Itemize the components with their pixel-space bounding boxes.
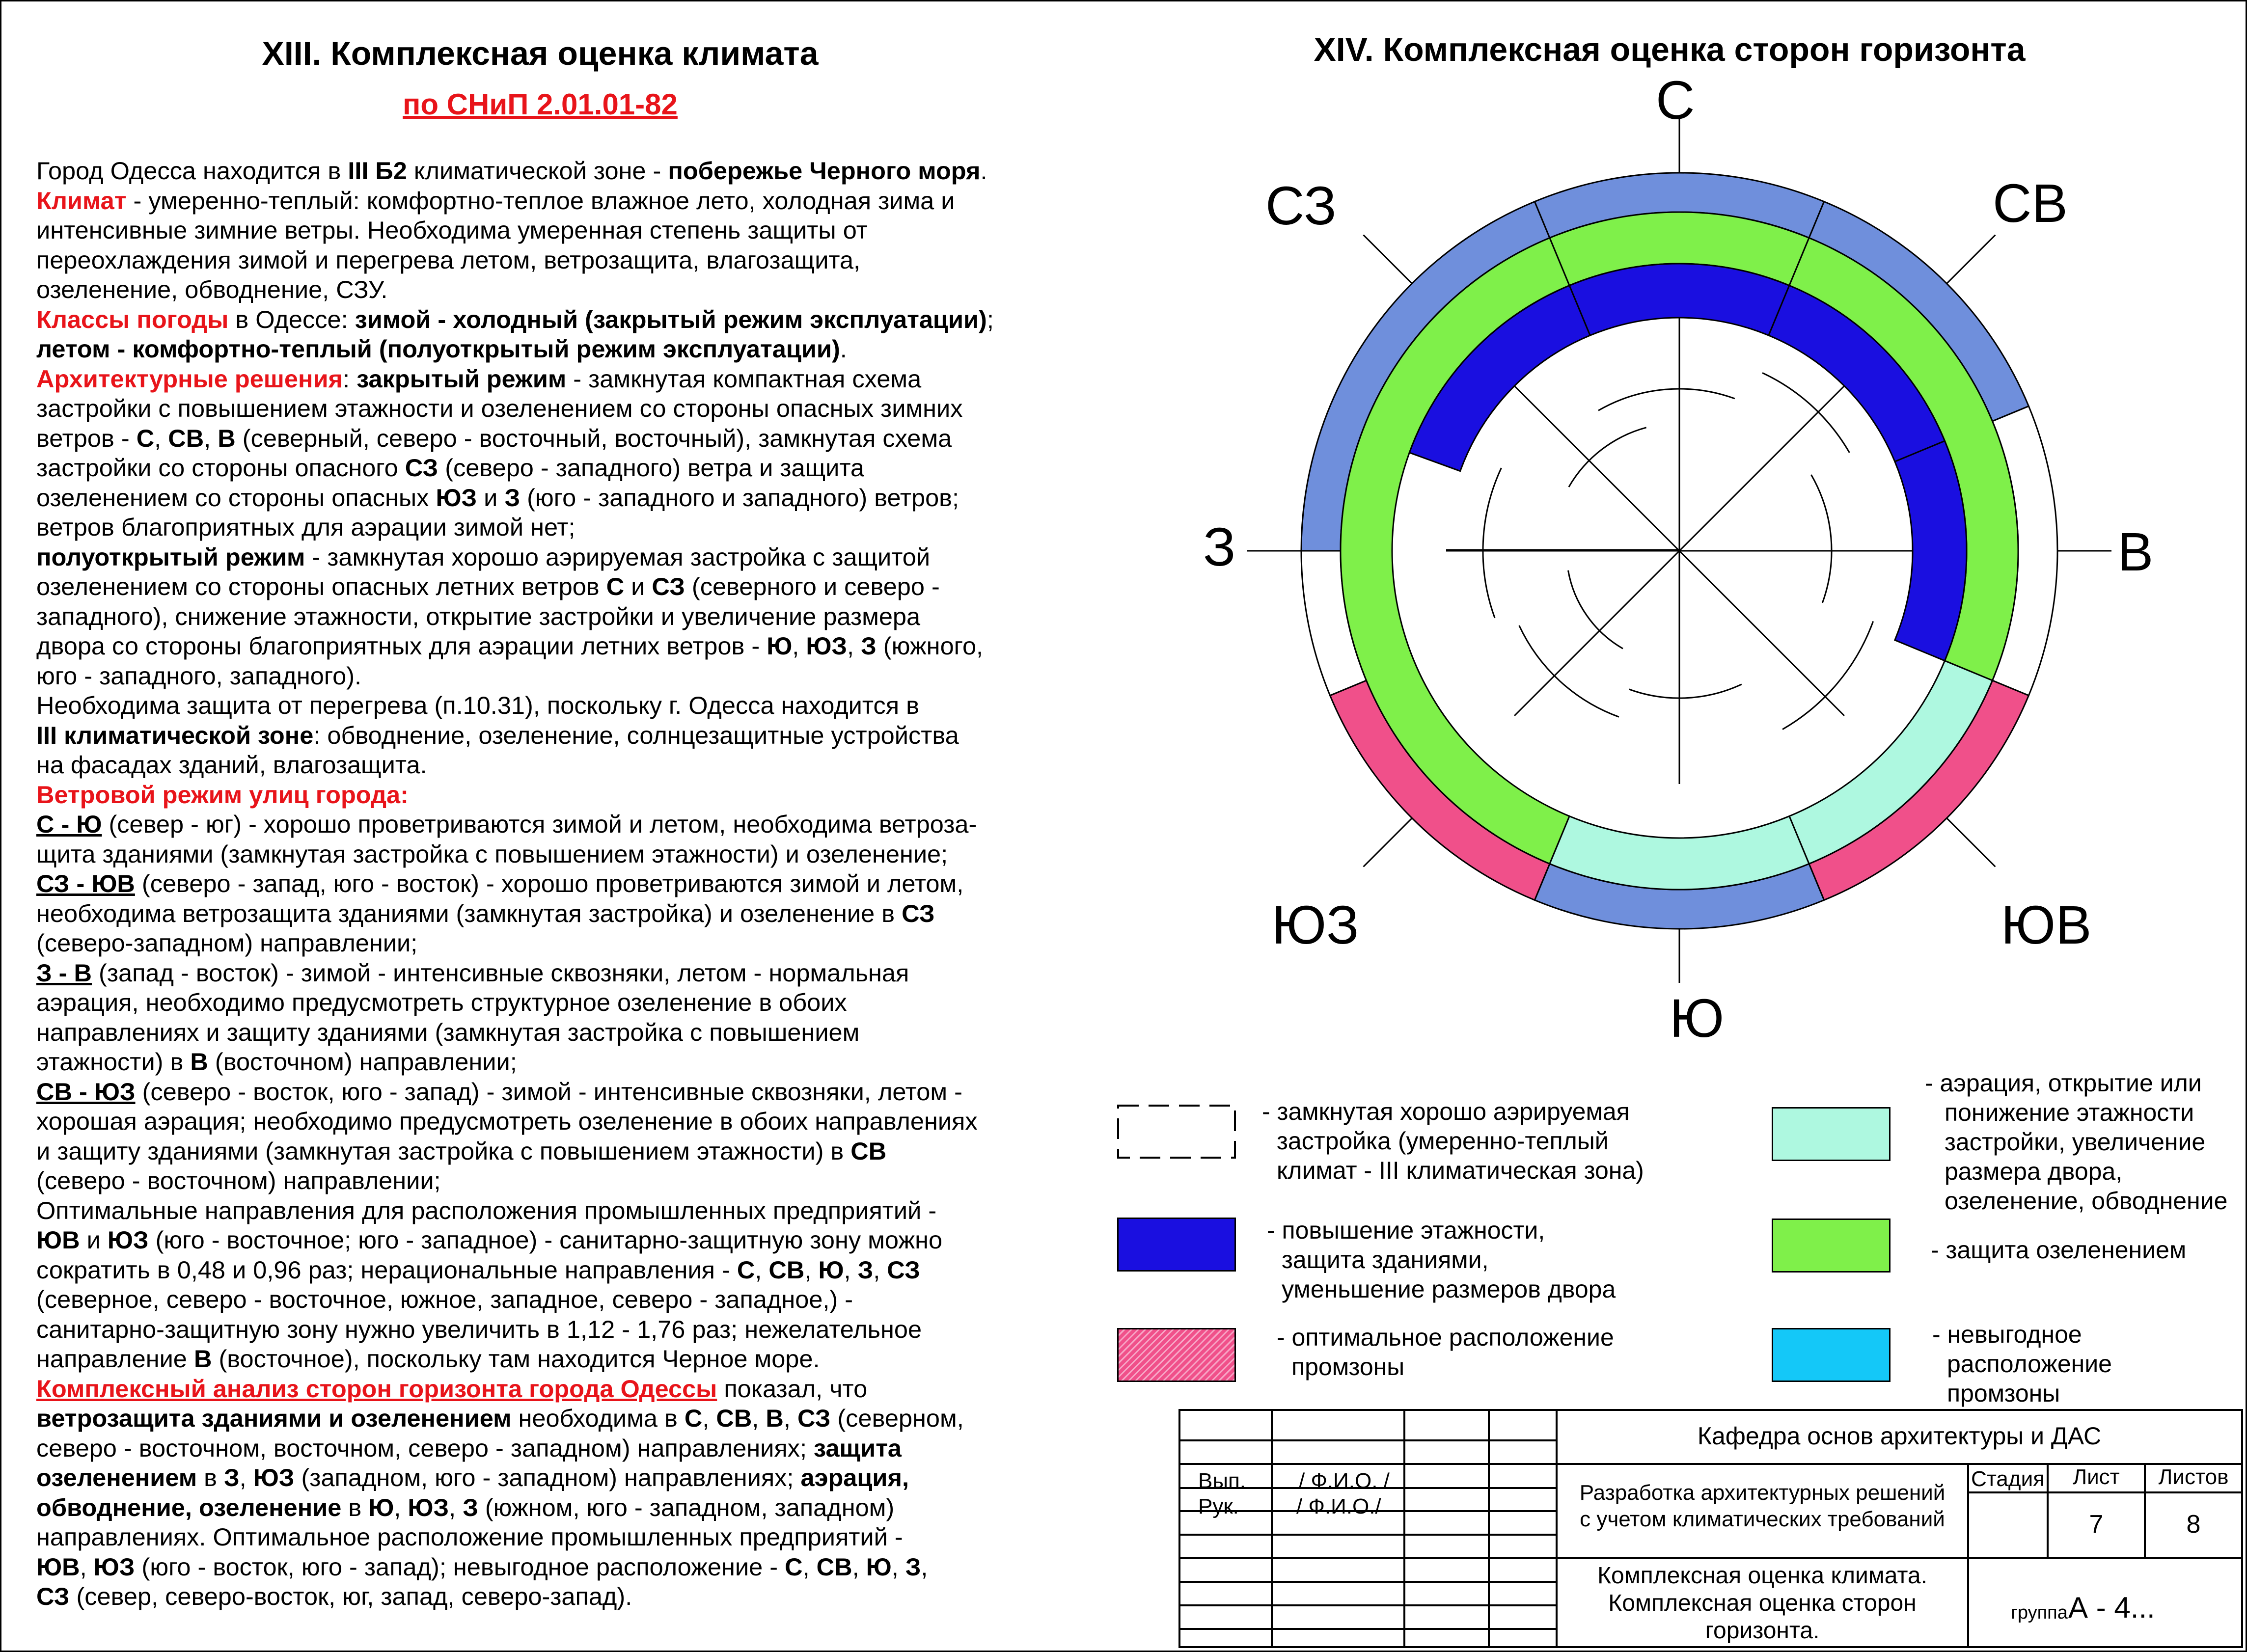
stamp-sheets-number: 8 bbox=[2186, 1510, 2201, 1539]
legend-label-aeration: - аэрация, открытие или понижение этажности застройки, увеличение размера двора, озеленение, обводнение bbox=[1925, 1069, 2228, 1215]
legend-label-unfavorable-industry: - невыгодное расположение промзоны bbox=[1932, 1321, 2112, 1407]
climate-section-title: XIII. Комплексная оценка климата bbox=[262, 35, 819, 72]
climate-description-text: Город Одесса находится в III Б2 климатической зоне - побережье Черного моря. Климат - умеренно-теплый: комфортно-теплое влажное лето, холодная зима и интенсивные зимние ветры. Необходима умеренная степень защиты от переохлаждения зимой и перегрева летом, ветрозащита, влагозащита, озеленение, обводнение, СЗУ. Классы погоды в Одессе: зимой - холодный (закрытый режим эксплуатации); летом - комфортно-теплый (полуоткрытый режим эксплуатации). Архитектурные решения: закрытый режим - замкнутая компактная схема застройки с повышением этажности и озеленением со стороны опасных зимних ветров - С, СВ, В (северный, северо - восточный, восточный), замкнутая схема застройки со стороны опасного СЗ (северо - западного) ветра и защита озеленением со стороны опасных ЮЗ и З (юго - западного и западного) ветров; ветров благоприятных для аэрации зимой нет; полуоткрытый режим - замкнутая хорошо аэрируемая застройка с защитой озеленением со стороны опасных летних ветров С и СЗ (северного и северо - западного), снижение этажности, открытие застройки и увеличение размера двора со стороны благоприятных для аэрации летних ветров - Ю, ЮЗ, З (южного, юго - западного, западного). Необходима защита от перегрева (п.10.31), поскольку г. Одесса находится в III климатической зоне: обводнение, озеленение, солнцезащитные устройства на фасадах зданий, влагозащита. Ветровой режим улиц города: С - Ю (север - юг) - хорошо проветриваются зимой и летом, необходима ветроза- щита зданиями (замкнутая застройка с повышением этажности) и озеленение; СЗ - ЮВ (северо - запад, юго - восток) - хорошо проветриваются зимой и летом, необходима ветрозащита зданиями (замкнутая застройка) и озеленение в СЗ (северо-западном) направлении; З - В (запад - восток) - зимой - интенсивные сквозняки, летом - нормальная аэрация, необходимо предусмотреть структурное озеленение в обоих направлениях и защиту зданиями (замкнутая застройка с повышением этажности) в В (восточном) направлении; СВ - ЮЗ (северо - восток, юго - запад) - зимой - интенсивные сквозняки, летом - хорошая аэрация; необходимо предусмотреть озеленение в обоих направлениях и защиту зданиями (замкнутая застройка с повышением этажности) в СВ (северо - восточном) направлении; Оптимальные направления для расположения промышленных предприятий - ЮВ и ЮЗ (юго - восточное; юго - западное) - санитарно-защитную зону можно сократить в 0,48 и 0,96 раз; нерациональные направления - С, СВ, Ю, З, СЗ (северное, северо - восточное, южное, западное, северо - западное,) - санитарно-защитную зону нужно увеличить в 1,12 - 1,76 раз; нежелательное направление В (восточное), поскольку там находится Черное море. Комплексный анализ сторон горизонта города Одессы показал, что ветрозащита зданиями и озеленением необходима в С, СВ, В, СЗ (северном, северо - восточном, восточном, северо - западном) направлениях; защита озеленением в З, ЮЗ (западном, юго - западном) направлениях; аэрация, обводнение, озеленение в Ю, ЮЗ, З (южном, юго - западном, западном) направлениях. Оптимальное расположение промышленных предприятий - ЮВ, ЮЗ (юго - восток, юго - запад); невыгодное расположение - С, СВ, Ю, З, СЗ (север, северо-восток, юг, запад, северо-запад). bbox=[36, 157, 994, 1610]
legend-swatch-optimal-industry bbox=[1117, 1328, 1236, 1382]
stamp-stage-header: Стадия bbox=[1971, 1467, 2045, 1491]
stamp-project-name: Разработка архитектурных решений с учетом климатических требований bbox=[1579, 1481, 1946, 1531]
stamp-group-value: А - 4... bbox=[2068, 1591, 2155, 1624]
rose-arc-7 bbox=[1519, 625, 1619, 717]
horizon-section-title: XIV. Комплексная оценка сторон горизонта bbox=[1314, 31, 2026, 68]
direction-label-e: В bbox=[2117, 522, 2154, 582]
rose-arc-2 bbox=[1598, 389, 1735, 410]
rose-arc-8 bbox=[1483, 468, 1501, 618]
direction-label-n: С bbox=[1656, 70, 1695, 131]
climate-section-subtitle: по СНиП 2.01.01-82 bbox=[403, 88, 678, 121]
direction-label-ne: СВ bbox=[1993, 173, 2068, 234]
direction-label-s: Ю bbox=[1670, 988, 1725, 1049]
legend-swatch-aeration bbox=[1772, 1107, 1891, 1161]
rose-spoke-5 bbox=[1514, 551, 1679, 716]
rose-tick-1 bbox=[1946, 235, 1995, 284]
stamp-sheet-number: 7 bbox=[2089, 1510, 2104, 1539]
rose-spoke-3 bbox=[1679, 551, 1844, 716]
legend-label-greenery: - защита озеленением bbox=[1931, 1236, 2187, 1264]
stamp-drawing-title: Комплексная оценка климата. Комплексная оценка сторон горизонта. bbox=[1597, 1563, 1927, 1644]
legend-swatch-closed-building bbox=[1117, 1105, 1236, 1159]
stamp-fio-1: / Ф.И.О. / bbox=[1299, 1469, 1390, 1493]
stamp-label-ruk: Рук. bbox=[1198, 1494, 1239, 1518]
stamp-fio-2: / Ф.И.О./ bbox=[1296, 1494, 1381, 1518]
legend-swatch-unfavorable-industry bbox=[1772, 1328, 1891, 1382]
legend-label-height-increase: - повышение этажности, защита зданиями, уменьшение размеров двора bbox=[1267, 1217, 1616, 1303]
stamp-department: Кафедра основ архитектуры и ДАС bbox=[1697, 1422, 2102, 1450]
rose-arc-3 bbox=[1762, 373, 1849, 453]
direction-label-se: ЮВ bbox=[2001, 895, 2092, 955]
legend-swatch-greenery bbox=[1772, 1219, 1891, 1273]
rose-tick-5 bbox=[1364, 818, 1412, 867]
direction-label-nw: СЗ bbox=[1265, 176, 1337, 236]
stamp-sheets-header: Листов bbox=[2158, 1465, 2229, 1489]
rose-arc-9 bbox=[1568, 570, 1623, 649]
direction-label-sw: ЮЗ bbox=[1272, 895, 1359, 955]
rose-tick-7 bbox=[1364, 235, 1412, 284]
rose-spoke-7 bbox=[1514, 386, 1679, 551]
rose-arc-5 bbox=[1782, 622, 1873, 730]
stamp-group-label: группа bbox=[2011, 1602, 2068, 1623]
stamp-sheet-header: Лист bbox=[2073, 1465, 2120, 1489]
legend-label-optimal-industry: - оптимальное расположение промзоны bbox=[1277, 1324, 1614, 1381]
direction-label-w: З bbox=[1203, 517, 1236, 577]
legend-label-closed-building: - замкнутая хорошо аэрируемая застройка (умеренно-теплый климат - III климатическая зона) bbox=[1262, 1098, 1644, 1184]
stamp-label-vyp: Вып. bbox=[1198, 1469, 1246, 1493]
rose-spoke-1 bbox=[1679, 386, 1844, 551]
rose-arc-4 bbox=[1811, 475, 1832, 603]
rose-arc-6 bbox=[1629, 684, 1741, 698]
legend-swatch-height-increase bbox=[1117, 1218, 1236, 1272]
rose-tick-3 bbox=[1946, 818, 1995, 867]
